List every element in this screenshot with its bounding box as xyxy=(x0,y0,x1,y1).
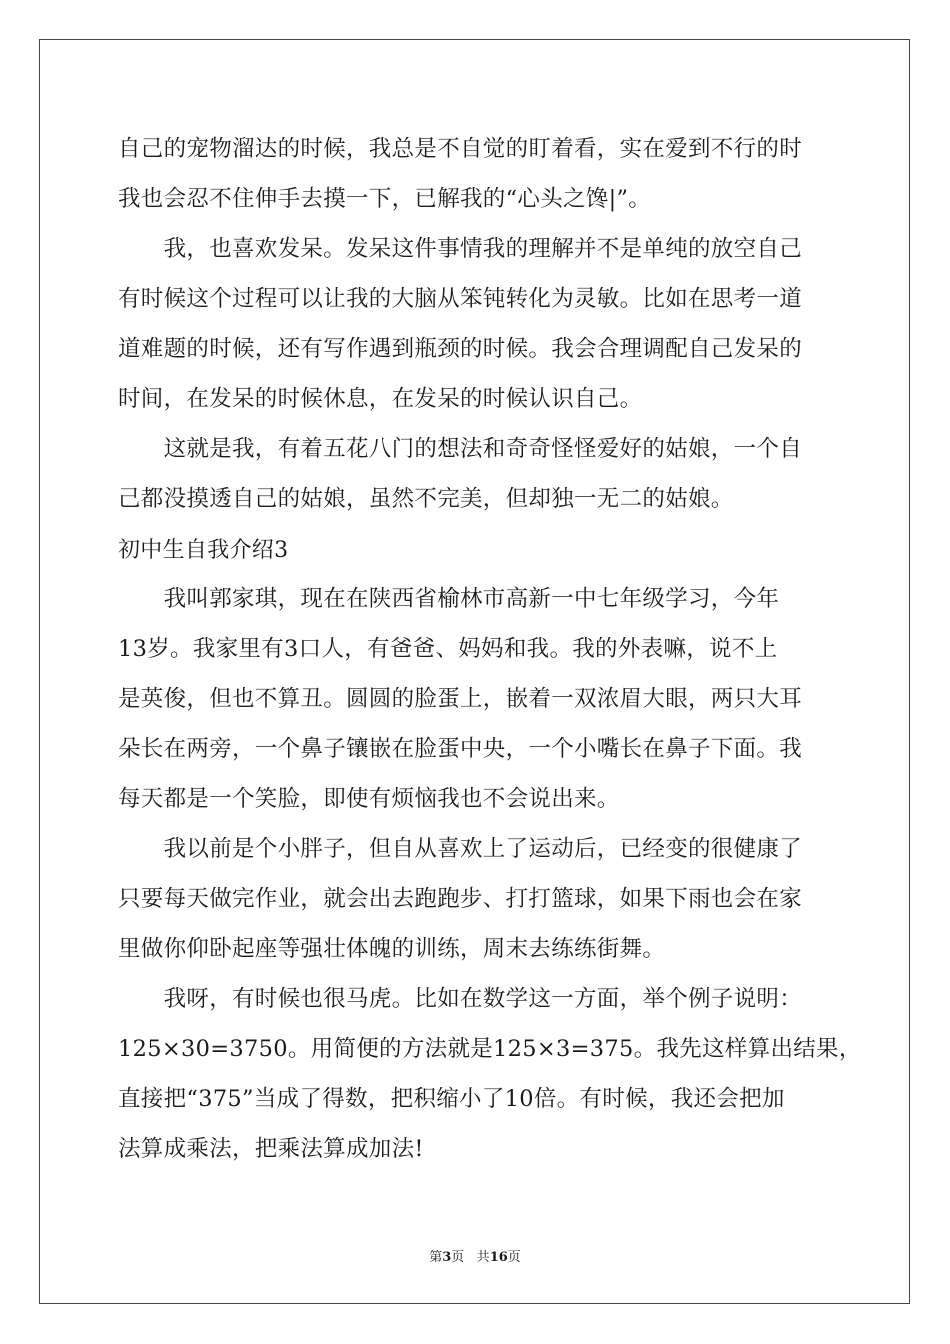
body-line-7: 这就是我，有着五花八门的想法和奇奇怪怪爱好的姑娘，一个自 xyxy=(118,436,803,462)
body-line-5: 道难题的时候，还有写作遇到瓶颈的时候。我会合理调配自己发呆的 xyxy=(118,336,803,362)
section-heading: 初中生自我介绍3 xyxy=(118,538,289,563)
body-line-17: 里做你仰卧起座等强壮体魄的训练，周末去练练街舞。 xyxy=(118,936,666,962)
footer-page-prefix: 第 xyxy=(429,1250,443,1265)
footer-page-total: 16 xyxy=(489,1250,508,1265)
footer-total-unit: 页 xyxy=(507,1250,521,1265)
body-line-14: 每天都是一个笑脸，即使有烦恼我也不会说出来。 xyxy=(118,786,620,812)
body-line-13: 朵长在两旁，一个鼻子镶嵌在脸蛋中央，一个小嘴长在鼻子下面。我 xyxy=(118,736,803,762)
body-line-4: 有时候这个过程可以让我的大脑从笨钝转化为灵敏。比如在思考一道 xyxy=(118,286,803,312)
body-line-19: 125×30=3750。用简便的方法就是125×3=375。我先这样算出结果， xyxy=(118,1036,862,1062)
footer-page-current: 3 xyxy=(442,1250,452,1265)
body-line-12: 是英俊，但也不算丑。圆圆的脸蛋上，嵌着一双浓眉大眼，两只大耳 xyxy=(118,686,803,712)
body-line-18: 我呀，有时候也很马虎。比如在数学这一方面，举个例子说明： xyxy=(118,986,803,1012)
footer-page-unit: 页 xyxy=(451,1250,465,1265)
body-line-15: 我以前是个小胖子，但自从喜欢上了运动后，已经变的很健康了 xyxy=(118,836,803,862)
body-line-2: 我也会忍不住伸手去摸一下，已解我的“心头之馋|”。 xyxy=(118,186,652,212)
page-footer xyxy=(0,1246,950,1265)
page-border xyxy=(39,39,910,1304)
footer-total-prefix: 共 xyxy=(476,1250,490,1265)
body-line-11: 13岁。我家里有3口人，有爸爸、妈妈和我。我的外表嘛，说不上 xyxy=(118,636,778,662)
body-line-20: 直接把“375”当成了得数，把积缩小了10倍。有时候，我还会把加 xyxy=(118,1086,785,1112)
body-line-3: 我，也喜欢发呆。发呆这件事情我的理解并不是单纯的放空自己 xyxy=(118,236,803,262)
body-line-10: 我叫郭家琪，现在在陕西省榆林市高新一中七年级学习，今年 xyxy=(118,586,780,612)
body-line-21: 法算成乘法，把乘法算成加法! xyxy=(118,1136,424,1162)
body-line-1: 自己的宠物溜达的时候，我总是不自觉的盯着看，实在爱到不行的时 xyxy=(118,136,803,162)
body-line-8: 己都没摸透自己的姑娘，虽然不完美，但却独一无二的姑娘。 xyxy=(118,486,734,512)
body-line-6: 时间，在发呆的时候休息，在发呆的时候认识自己。 xyxy=(118,386,643,412)
body-line-16: 只要每天做完作业，就会出去跑跑步、打打篮球，如果下雨也会在家 xyxy=(118,886,803,912)
